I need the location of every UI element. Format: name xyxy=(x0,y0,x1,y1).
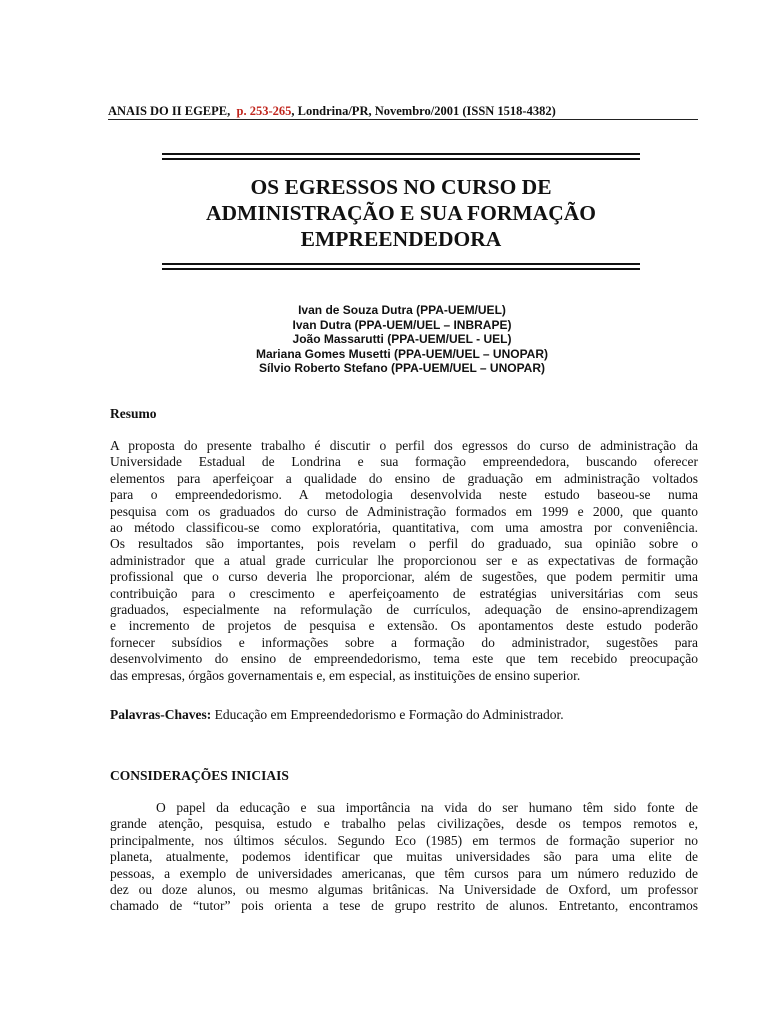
section-line: grande atenção, pesquisa, estudo e trabalho pelas civilizações, desde os tempos remotos e, xyxy=(110,816,698,832)
abstract-line: ao método classificou-se como exploratória, quantitativa, com uma amostra por conveniência. xyxy=(110,520,698,536)
header-rule xyxy=(108,119,698,120)
section-body xyxy=(110,800,698,915)
section-line: chamado de “tutor” pois orienta a tese de grupo restrito de alunos. Entretanto, encontramos xyxy=(110,898,698,914)
keywords xyxy=(110,707,698,723)
section-line: dez ou doze alunos, ou mesmo algumas britânicas. Na Universidade de Oxford, um professor xyxy=(110,882,698,898)
title-rule-bottom-2 xyxy=(162,268,640,270)
abstract-line: graduados, especialmente na reformulação de currículos, adequação de ensino-aprendizagem xyxy=(110,602,698,618)
abstract-line: desenvolvimento do ensino de empreendedorismo, tema este que tem recebido preocupação xyxy=(110,651,698,667)
keywords-label: Palavras-Chaves: xyxy=(110,707,212,722)
author: João Massarutti (PPA-UEM/UEL - UEL) xyxy=(292,332,512,346)
abstract-line: A proposta do presente trabalho é discutir o perfil dos egressos do curso de administração da xyxy=(110,438,698,453)
abstract-line: elementos para aperfeiçoar a qualidade do ensino de graduação em administração voltados xyxy=(110,470,698,486)
abstract-line: e incremento de projetos de pesquisa e extensão. Os apontamentos deste estudo poderão xyxy=(110,618,698,634)
author: Ivan Dutra (PPA-UEM/UEL – INBRAPE) xyxy=(292,317,512,332)
author-list xyxy=(160,303,644,376)
abstract-line: pesquisa com os graduados do curso de Administração formados em 1999 e 2000, que quanto xyxy=(110,503,698,519)
abstract-heading: Resumo xyxy=(110,406,157,421)
title-line: ADMINISTRAÇÃO E SUA FORMAÇÃO xyxy=(205,201,596,225)
paper-title xyxy=(162,174,640,252)
abstract-line: profissional que o curso deveria lhe proporcionar, além de sugestões, que podem permitir uma xyxy=(110,569,698,585)
header-suffix: , Londrina/PR, Novembro/2001 (ISSN 1518-4382) xyxy=(291,104,556,118)
section-line: O papel da educação e sua importância na vida do ser humano têm sido fonte de xyxy=(156,800,698,815)
keywords-text: Educação em Empreendedorismo e Formação do Administrador. xyxy=(211,707,564,722)
header-prefix: ANAIS DO II EGEPE, xyxy=(108,104,231,118)
abstract-line: Os resultados são importantes, pois revelam o perfil do graduado, sua opinião sobre o xyxy=(110,536,698,552)
abstract-line: administrador que a atual grade curricular lhe proporcionou ser e as expectativas de formação xyxy=(110,552,698,568)
journal-header xyxy=(108,104,698,119)
title-line: OS EGRESSOS NO CURSO DE xyxy=(250,175,552,199)
title-line: EMPREENDEDORA xyxy=(300,227,502,251)
abstract-line: fornecer subsídios e informações sobre a formação do administrador, sugestões para xyxy=(110,634,698,650)
section-line: planeta, atualmente, podemos identificar que muitas universidades são para uma elite de xyxy=(110,849,698,865)
abstract-line: Universidade Estadual de Londrina e sua formação empreendedora, buscando oferecer xyxy=(110,454,698,470)
abstract-line: para o empreendedorismo. A metodologia desenvolvida neste estudo baseou-se numa xyxy=(110,487,698,503)
abstract-line: das empresas, órgãos governamentais e, em especial, as instituições de ensino superior. xyxy=(110,667,581,683)
title-rule-bottom-1 xyxy=(162,263,640,265)
abstract-line: contribuição para o crescimento e aperfeiçoamento de estratégias universitárias com seus xyxy=(110,585,698,601)
section-line: pessoas, a exemplo de universidades americanas, que têm cursos para um número reduzido de xyxy=(110,865,698,881)
header-pages: p. 253-265 xyxy=(236,104,292,118)
title-rule-top-1 xyxy=(162,153,640,155)
title-rule-top-2 xyxy=(162,158,640,160)
author: Sílvio Roberto Stefano (PPA-UEM/UEL – UNOPAR) xyxy=(258,361,546,375)
author: Ivan de Souza Dutra (PPA-UEM/UEL) xyxy=(298,303,506,317)
author: Mariana Gomes Musetti (PPA-UEM/UEL – UNOPAR) xyxy=(255,346,549,361)
section-line: principalmente, nos últimos séculos. Segundo Eco (1985) em termos de formação superior no xyxy=(110,832,698,848)
abstract-body xyxy=(110,438,698,684)
section-heading: CONSIDERAÇÕES INICIAIS xyxy=(110,768,289,783)
